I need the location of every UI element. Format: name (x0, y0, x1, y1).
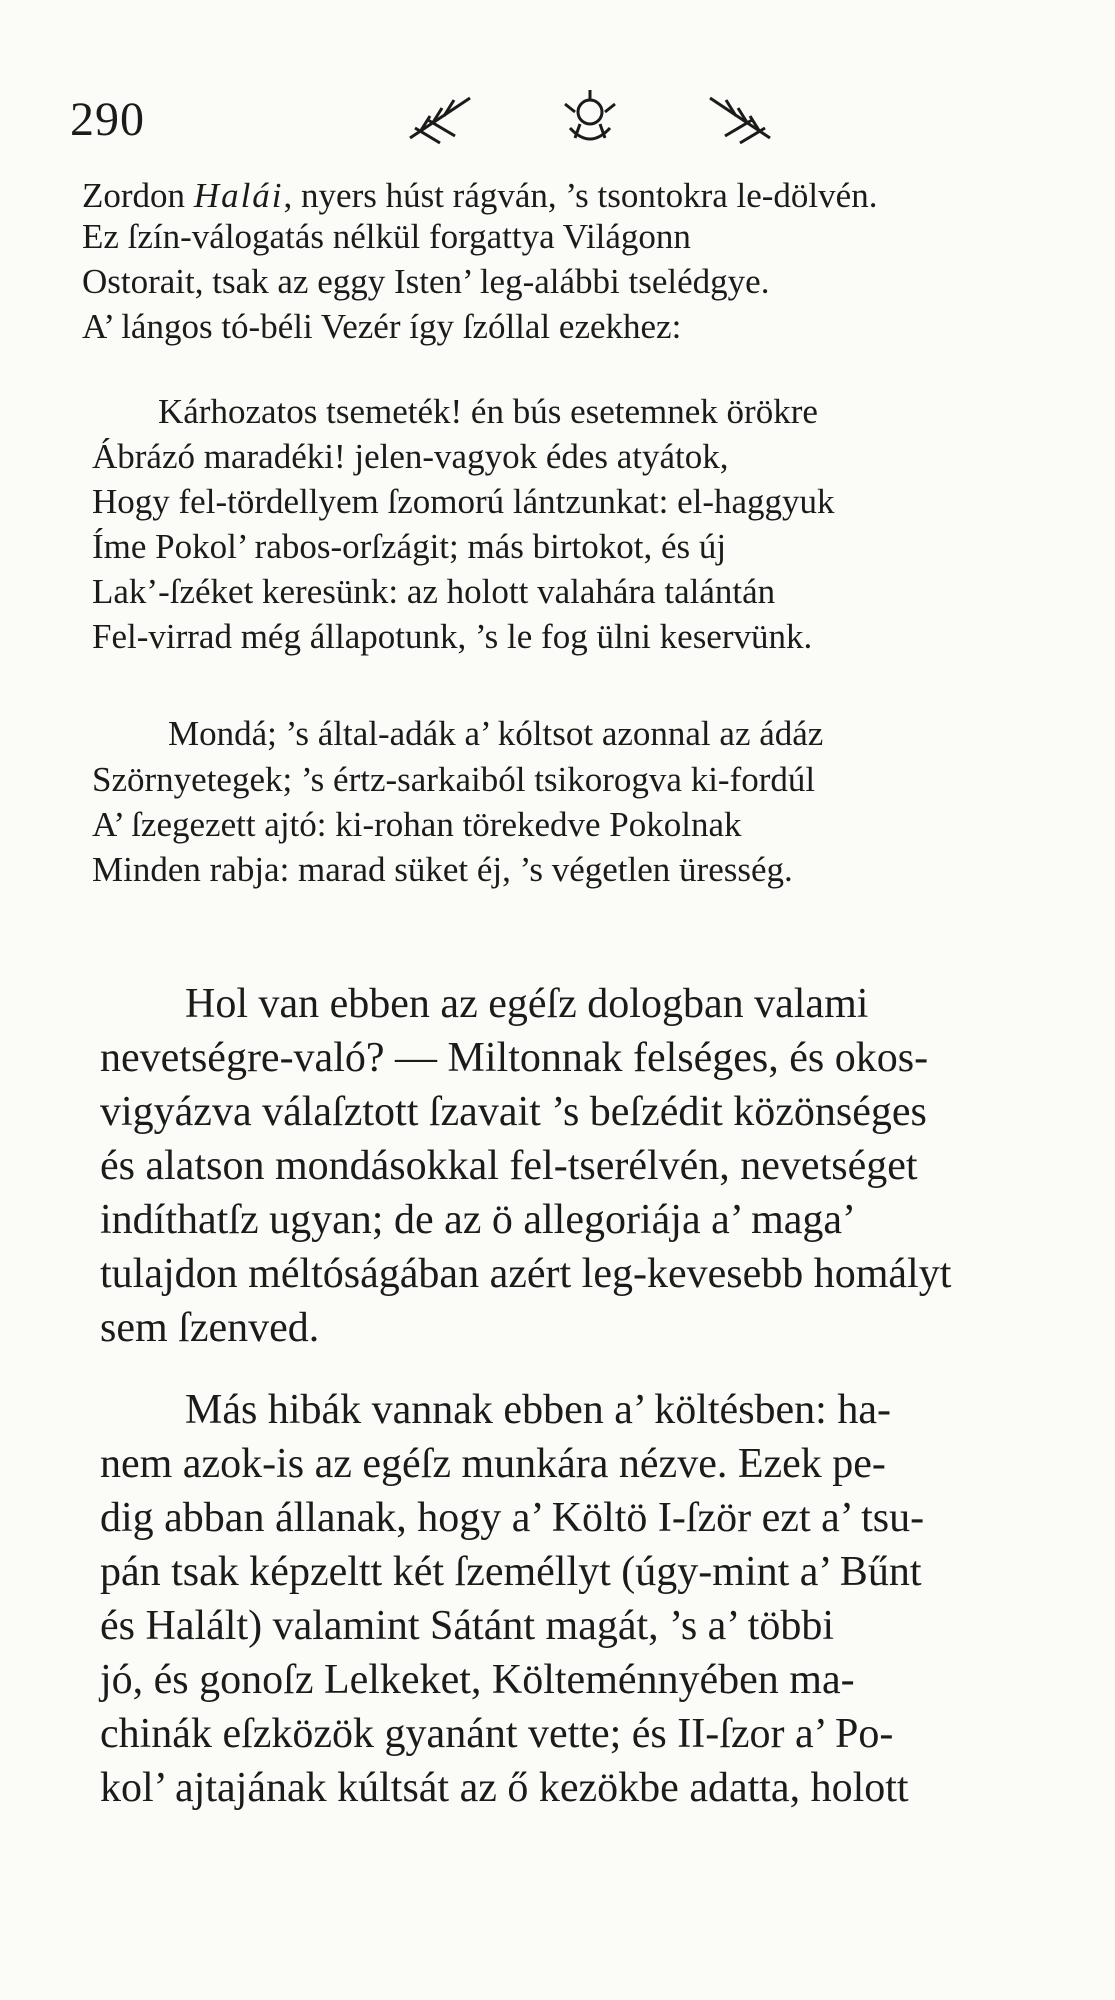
verse-line: Zordon Halái, nyers húst rágván, ’s tsontokra le-dölvén. (82, 176, 878, 215)
prose-line: tulajdon méltóságában azért leg-kevesebb homályt (100, 1251, 952, 1297)
verse-line: Fel-virrad még állapotunk, ’s le fog ülni keservünk. (92, 617, 813, 656)
prose-line: Más hibák vannak ebben a’ költésben: ha- (185, 1387, 891, 1433)
verse-line: Minden rabja: marad süket éj, ’s végetlen üresség. (92, 850, 793, 889)
prose-line: chinák eſzközök gyanánt vette; és II-ſzor a’ Po- (100, 1711, 894, 1757)
prose-line: jó, és gonoſz Lelkeket, Költeménnyében ma- (100, 1657, 855, 1703)
italic-word: Halái (193, 176, 284, 215)
prose-line: sem ſzenved. (100, 1305, 320, 1351)
verse-line: A’ ſzegezett ajtó: ki-rohan törekedve Pokolnak (92, 805, 742, 844)
prose-line: Hol van ebben az egéſz dologban valami (185, 981, 869, 1027)
verse-line: Ábrázó maradéki! jelen-vagyok édes atyátok, (92, 437, 729, 476)
verse-line: Hogy fel-tördellyem ſzomorú lántzunkat: el-haggyuk (92, 482, 835, 521)
verse-line: Lak’-ſzéket keresünk: az holott valahára talántán (92, 572, 776, 611)
page-number: 290 (70, 93, 145, 146)
verse-line: Íme Pokol’ rabos-orſzágit; más birtokot, és új (92, 527, 727, 566)
prose-line: indíthatſz ugyan; de az ö allegoriája a’ maga’ (100, 1197, 857, 1243)
prose-line: és Halált) valamint Sátánt magát, ’s a’ többi (100, 1603, 835, 1649)
decorative-ornament-icon (400, 88, 780, 148)
prose-line: nevetségre-való? — Miltonnak felséges, és okos- (100, 1035, 929, 1081)
prose-line: vigyázva válaſztott ſzavait ’s beſzédit közönséges (100, 1089, 927, 1135)
verse-line: Kárhozatos tsemeték! én bús esetemnek örökre (158, 392, 818, 431)
prose-line: kol’ ajtajának kúltsát az ő kezökbe adatta, holott (100, 1765, 909, 1811)
verse-line: A’ lángos tó-béli Vezér így ſzóllal ezekhez: (82, 307, 682, 346)
prose-line: és alatson mondásokkal fel-tserélvén, nevetséget (100, 1143, 918, 1189)
prose-line: nem azok-is az egéſz munkára nézve. Ezek pe- (100, 1441, 886, 1487)
verse-line: Ostorait, tsak az eggy Isten’ leg-alábbi tselédgye. (82, 262, 770, 301)
prose-line: pán tsak képzeltt két ſzeméllyt (úgy-mint a’ Bűnt (100, 1549, 922, 1595)
verse-line: Ez ſzín-válogatás nélkül forgattya Világonn (82, 217, 691, 256)
verse-line: Szörnyetegek; ’s értz-sarkaiból tsikorogva ki-fordúl (92, 760, 816, 799)
page-header (70, 92, 1030, 162)
verse-line: Mondá; ’s által-adák a’ kóltsot azonnal az ádáz (168, 714, 824, 753)
prose-line: dig abban állanak, hogy a’ Költö I-ſzör ezt a’ tsu- (100, 1495, 925, 1541)
